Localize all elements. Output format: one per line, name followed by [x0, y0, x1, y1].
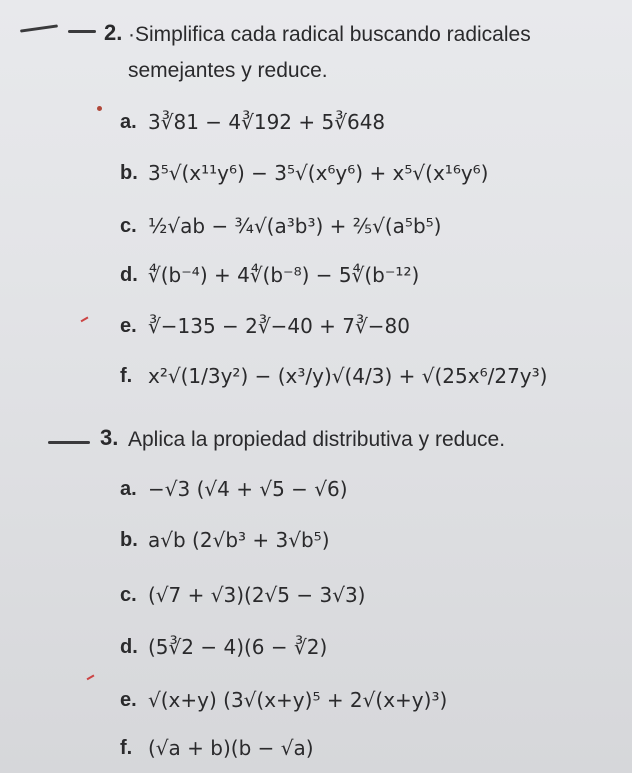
- answer-line-3: [48, 441, 90, 444]
- item-label: b.: [120, 161, 138, 184]
- exercise-3-item: [120, 728, 314, 768]
- exercise-number-2: 2.: [104, 20, 123, 45]
- item-label: d.: [120, 263, 138, 286]
- answer-line-2b: [68, 30, 96, 33]
- pen-mark: [87, 675, 98, 686]
- item-expression: 3∛81 − 4∛192 + 5∛648: [148, 110, 386, 134]
- item-expression: x²√(1/3y²) − (x³/y)√(4/3) + √(25x⁶/27y³): [148, 364, 548, 388]
- exercise-3-item: [120, 520, 330, 560]
- exercise-3-instruction: Aplica la propiedad distributiva y reduce.: [128, 428, 506, 451]
- item-label: f.: [120, 364, 133, 387]
- exercise-3-item: [120, 469, 348, 509]
- pen-mark: [97, 106, 102, 111]
- exercise-2-item: [120, 306, 410, 346]
- item-expression: ∛−135 − 2∛−40 + 7∛−80: [148, 314, 410, 338]
- item-expression: (√7 + √3)(2√5 − 3√3): [148, 583, 366, 607]
- item-label: b.: [120, 528, 138, 551]
- item-expression: a√b (2√b³ + 3√b⁵): [148, 528, 330, 552]
- item-expression: (√a + b)(b − √a): [148, 736, 314, 760]
- exercise-2-item: [120, 153, 489, 193]
- item-label: f.: [120, 736, 133, 759]
- item-label: d.: [120, 635, 138, 658]
- item-label: c.: [120, 583, 137, 606]
- item-label: c.: [120, 214, 137, 237]
- exercise-3-item: [120, 575, 365, 615]
- exercise-number-3: 3.: [100, 425, 119, 450]
- item-expression: 3⁵√(x¹¹y⁶) − 3⁵√(x⁶y⁶) + x⁵√(x¹⁶y⁶): [148, 161, 489, 185]
- exercise-2-item: [120, 102, 385, 142]
- exercise-2-item: [120, 206, 441, 246]
- item-expression: ∜(b⁻⁴) + 4∜(b⁻⁸) − 5∜(b⁻¹²): [148, 263, 420, 287]
- pen-mark: [81, 317, 92, 328]
- item-expression: (5∛2 − 4)(6 − ∛2): [148, 635, 328, 659]
- item-label: e.: [120, 314, 137, 337]
- exercise-2-instruction-line2: semejantes y reduce.: [128, 59, 328, 82]
- exercise-2-instruction-line1: ·Simplifica cada radical buscando radicales: [128, 23, 531, 46]
- item-label: a.: [120, 477, 137, 500]
- item-label: a.: [120, 110, 137, 133]
- exercise-2-item: [120, 255, 419, 295]
- exercise-2-item: [120, 356, 547, 396]
- item-expression: √(x+y) (3√(x+y)⁵ + 2√(x+y)³): [148, 688, 448, 712]
- exercise-3-item: [120, 627, 327, 667]
- answer-line-2: [20, 24, 58, 32]
- item-label: e.: [120, 688, 137, 711]
- exercise-3-item: [120, 680, 447, 720]
- item-expression: ½√ab − ¾√(a³b³) + ⅖√(a⁵b⁵): [148, 214, 442, 238]
- item-expression: −√3 (√4 + √5 − √6): [148, 477, 348, 501]
